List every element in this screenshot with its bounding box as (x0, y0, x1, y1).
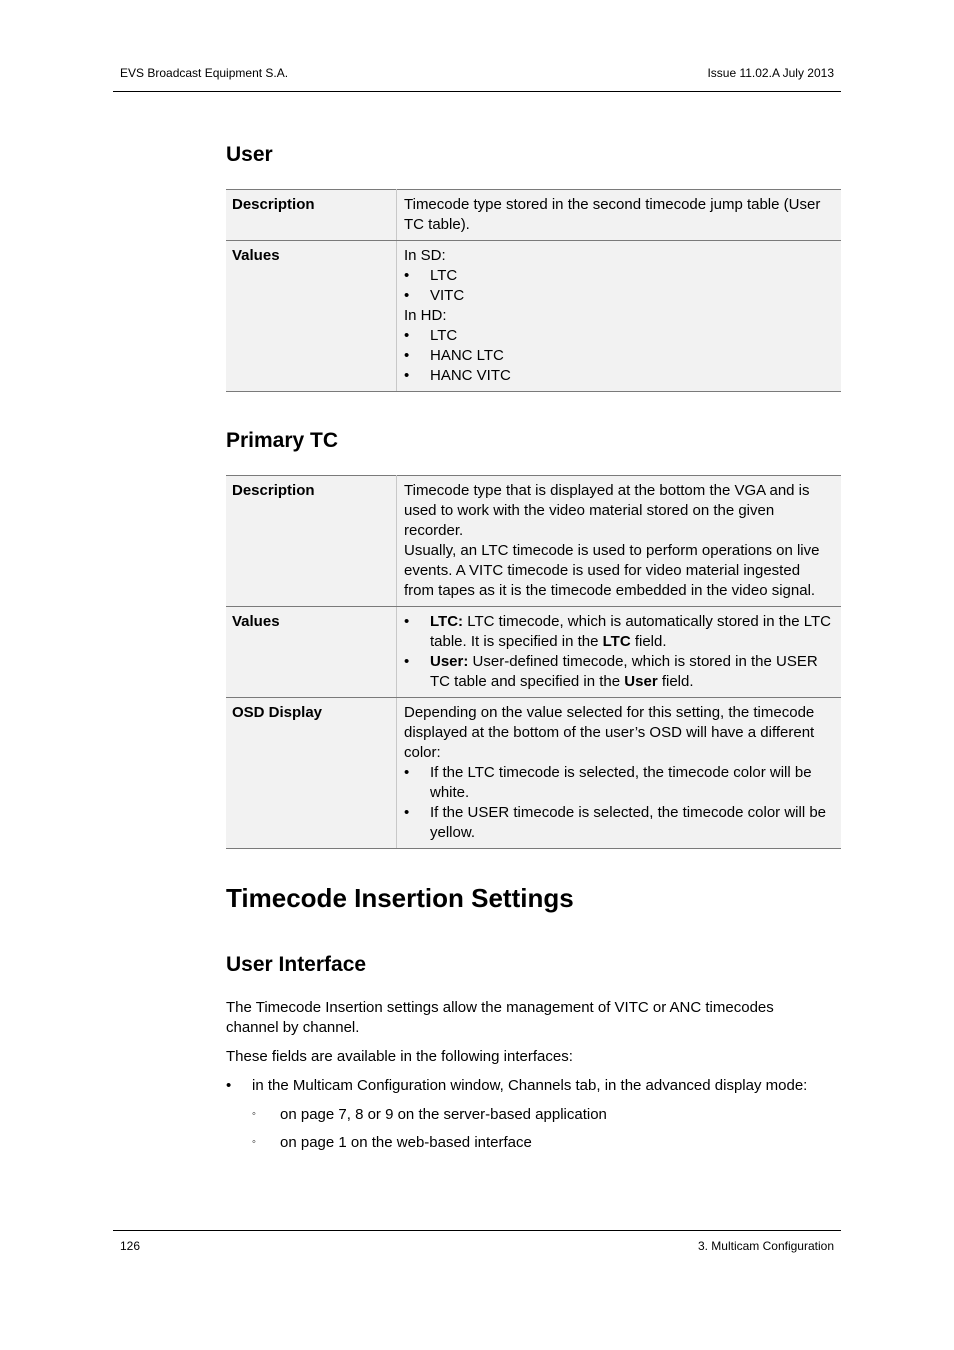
table-row (226, 698, 841, 849)
description-paragraph: Usually, an LTC timecode is used to perform operations on live events. A VITC timecode is used for video material ingested from tapes as it is the timecode embedded in the video signal. (404, 542, 820, 599)
chapter-title: Timecode Insertion Settings (226, 883, 574, 913)
footer-section: 3. Multicam Configuration (697, 1239, 834, 1253)
ltc-text: LTC timecode, which is automatically stored in the LTC table. It is specified in the (430, 613, 831, 650)
primary-tc-title: Primary TC (226, 429, 339, 452)
osd-list (404, 763, 834, 843)
row-key: OSD Display (226, 698, 397, 849)
intro-paragraph: The Timecode Insertion settings allow the management of VITC or ANC timecodes channel by channel. (226, 999, 774, 1036)
bullet-glyph: • (226, 1077, 232, 1094)
interfaces-paragraph: These fields are available in the following interfaces: (226, 1048, 573, 1065)
list-item: • HANC VITC (404, 366, 834, 386)
sd-label: In SD: (404, 247, 446, 264)
user-section-title: User (226, 143, 273, 166)
row-value: Timecode type stored in the second timecode jump table (User TC table). (397, 190, 842, 241)
values-list (404, 612, 834, 692)
list-item (404, 652, 834, 692)
page-number: 126 (120, 1239, 141, 1253)
header-company: EVS Broadcast Equipment S.A. (120, 66, 289, 80)
ltc-term: LTC: (430, 613, 464, 630)
user-term: User: (430, 653, 469, 670)
list-item: • VITC (404, 286, 834, 306)
list-item-text: in the Multicam Configuration window, Channels tab, in the advanced display mode: (252, 1077, 808, 1094)
osd-intro: Depending on the value selected for this setting, the timecode displayed at the bottom of the user’s OSD will have a different color: (404, 704, 815, 761)
row-key: Values (226, 607, 397, 698)
user-text: User-defined timecode, which is stored in the USER TC table and specified in the (430, 653, 818, 690)
user-param-table (226, 189, 841, 392)
row-value (397, 476, 842, 607)
list-item: • LTC (404, 266, 834, 286)
primary-tc-table (226, 475, 841, 849)
table-row (226, 241, 841, 392)
list-item: • HANC LTC (404, 346, 834, 366)
header-issue: Issue 11.02.A July 2013 (707, 66, 834, 80)
row-value (397, 698, 842, 849)
user-text-end: field. (657, 673, 694, 690)
page-header (113, 66, 841, 92)
hd-label: In HD: (404, 307, 447, 324)
table-row (226, 476, 841, 607)
list-item (404, 612, 834, 652)
row-value (397, 241, 842, 392)
ltc-field-name: LTC (602, 633, 631, 650)
table-row (226, 607, 841, 698)
table-row (226, 190, 841, 241)
user-interface-title: User Interface (226, 953, 367, 976)
user-field-name: User (624, 673, 658, 690)
sub-bullet-glyph: ◦ (252, 1136, 256, 1148)
list-item: • LTC (404, 326, 834, 346)
list-item: • If the USER timecode is selected, the timecode color will be yellow. (404, 803, 834, 843)
row-key: Description (226, 476, 397, 607)
hd-list (404, 326, 834, 386)
page-footer (113, 1230, 841, 1261)
row-key: Description (226, 190, 397, 241)
list-item-text: on page 7, 8 or 9 on the server-based application (280, 1106, 607, 1123)
sub-bullet-glyph: ◦ (252, 1108, 256, 1120)
ltc-text-end: field. (630, 633, 667, 650)
list-item: • If the LTC timecode is selected, the timecode color will be white. (404, 763, 834, 803)
sd-list (404, 266, 834, 306)
row-key: Values (226, 241, 397, 392)
description-paragraph: Timecode type that is displayed at the bottom the VGA and is used to work with the video material stored on the given recorder. (404, 482, 810, 539)
list-item-text: on page 1 on the web-based interface (280, 1134, 532, 1151)
row-value (397, 607, 842, 698)
